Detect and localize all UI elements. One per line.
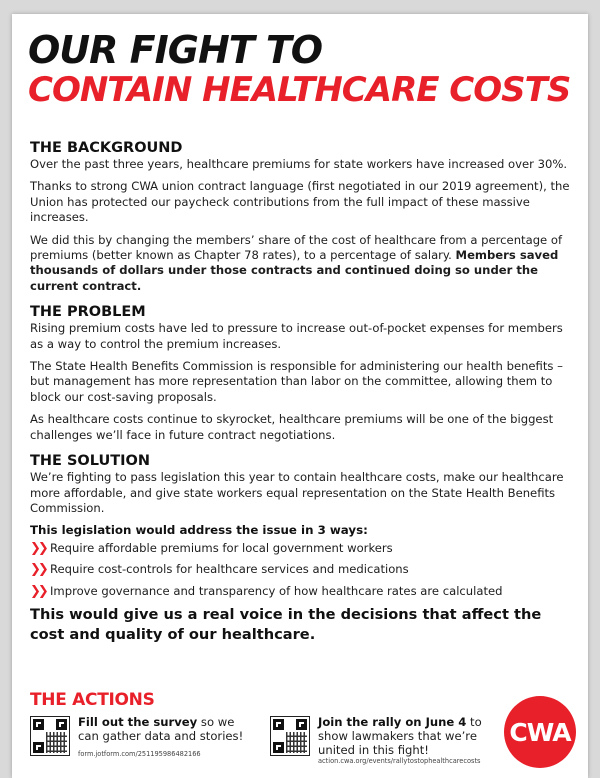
bullet-text: Require cost-controls for healthcare services and medications (50, 562, 409, 577)
bullet-text: Require affordable premiums for local government workers (50, 540, 393, 555)
rally-action-bold: Join the rally on June 4 (318, 715, 467, 729)
cwa-logo (504, 696, 576, 768)
closing-statement: This would give us a real voice in the decisions that affect the cost and quality of our healthcare. (30, 605, 542, 643)
background-paragraph-3-bold: Members saved thousands of dollars under those contracts and continued doing so under the current contract. (30, 248, 559, 293)
background-paragraph-3 (30, 233, 578, 295)
flyer-body (30, 139, 578, 652)
solution-paragraph-1: We’re fighting to pass legislation this year to contain healthcare costs, make our healthcare more affordable, and give state workers equal representation on the State Health Benefits Commission. (30, 470, 564, 515)
flyer-page (12, 14, 588, 778)
cwa-logo-text: CWA (509, 717, 571, 747)
background-paragraph-1: Over the past three years, healthcare premiums for state workers have increased over 30%. (30, 157, 568, 171)
background-heading: THE BACKGROUND (30, 140, 183, 156)
problem-paragraph-2: The State Health Benefits Commission is responsible for administering our health benefits – but management has more representation than labor on the committee, allowing them to block our cost-saving proposals. (30, 359, 563, 404)
list-item (30, 541, 578, 556)
solution-bullet-list (30, 541, 578, 599)
bullet-text: Improve governance and transparency of how healthcare rates are calculated (50, 583, 503, 598)
chevron-right-icon: ❯❯ (30, 540, 46, 556)
title-line-1: OUR FIGHT TO (28, 28, 323, 72)
problem-paragraph-3: As healthcare costs continue to skyrocket, healthcare premiums will be one of the biggest challenges we’ll face in future contract negotiations. (30, 412, 554, 442)
title-line-2: CONTAIN HEALTHCARE COSTS (28, 70, 571, 110)
survey-qr-code-icon[interactable] (30, 716, 70, 756)
actions-heading: THE ACTIONS (30, 690, 155, 710)
list-item (30, 562, 578, 577)
survey-action (78, 715, 258, 743)
survey-action-bold: Fill out the survey (78, 715, 198, 729)
rally-action-text: to show lawmakers that we’re united in this fight! (318, 715, 482, 757)
solution-subheading: This legislation would address the issue in 3 ways: (30, 523, 368, 538)
survey-action-text: so we can gather data and stories! (78, 715, 244, 743)
list-item (30, 584, 578, 599)
solution-heading: THE SOLUTION (30, 453, 150, 470)
chevron-right-icon: ❯❯ (30, 583, 46, 599)
problem-paragraph-1: Rising premium costs have led to pressure to increase out-of-pocket expenses for members as a way to control the premium increases. (30, 321, 563, 351)
chevron-right-icon: ❯❯ (30, 562, 46, 578)
rally-qr-code-icon[interactable] (270, 716, 310, 756)
survey-url[interactable]: form.jotform.com/251195986482166 (78, 750, 201, 758)
rally-action (318, 715, 498, 757)
flyer-title (28, 30, 570, 110)
background-paragraph-3-text: We did this by changing the members’ share of the cost of healthcare from a percentage of premiums (better known as Chapter 78 rates), to a percentage of salary. (30, 232, 563, 263)
background-paragraph-2: Thanks to strong CWA union contract language (first negotiated in our 2019 agreement), the Union has protected our paycheck contributions from the full impact of these massive increases. (30, 179, 570, 225)
rally-url[interactable]: action.cwa.org/events/rallytostophealthcarecosts (318, 757, 481, 765)
problem-heading: THE PROBLEM (30, 304, 146, 321)
